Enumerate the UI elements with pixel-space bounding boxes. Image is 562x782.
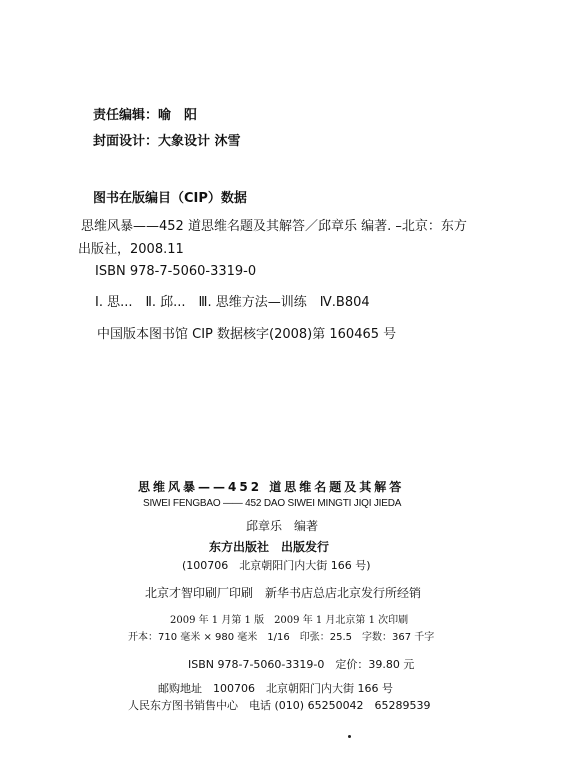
printer-distributor: 北京才智印刷厂印刷 新华书店总店北京发行所经销 (145, 586, 422, 600)
editor-credit: 责任编辑：喻 阳 (93, 108, 198, 123)
cover-design-credit: 封面设计：大象设计 沐雪 (93, 134, 241, 149)
cip-line-1: 思维风暴——452 道思维名题及其解答／邱章乐 编著. –北京：东方 (81, 219, 467, 234)
scan-speck (348, 735, 351, 738)
cip-isbn: ISBN 978-7-5060-3319-0 (95, 264, 257, 279)
cip-classification: Ⅰ. 思... Ⅱ. 邱... Ⅲ. 思维方法—训练 Ⅳ.B804 (95, 295, 370, 310)
author-line: 邱章乐 编著 (246, 519, 319, 533)
format-info: 开本：710 毫米 × 980 毫米 1/16 印张：25.5 字数：367 千字 (128, 632, 435, 643)
cip-number: 中国版本图书馆 CIP 数据核字(2008)第 160465 号 (97, 327, 397, 342)
edition-info: 2009 年 1 月第 1 版 2009 年 1 月北京第 1 次印刷 (170, 615, 409, 626)
book-title-pinyin: SIWEI FENGBAO —— 452 DAO SIWEI MINGTI JIQI JIEDA (143, 498, 402, 509)
isbn-price: ISBN 978-7-5060-3319-0 定价：39.80 元 (188, 658, 415, 671)
publisher-line: 东方出版社 出版发行 (209, 540, 330, 554)
cip-heading: 图书在版编目（CIP）数据 (93, 191, 247, 206)
sales-center-phone: 人民东方图书销售中心 电话 (010) 65250042 65289539 (128, 699, 431, 712)
mail-order-address: 邮购地址 100706 北京朝阳门内大街 166 号 (158, 682, 393, 695)
cip-line-2: 出版社，2008.11 (78, 242, 184, 257)
publisher-address: (100706 北京朝阳门内大街 166 号) (182, 559, 371, 572)
book-title-chinese: 思维风暴——452 道思维名题及其解答 (138, 480, 405, 494)
